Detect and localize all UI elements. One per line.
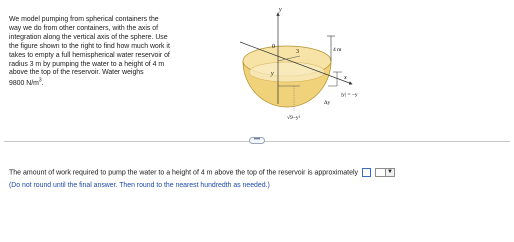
problem-line: integration along the vertical axis of the sphere. Use [9, 33, 168, 41]
label-y-var: y [271, 71, 274, 77]
dropdown-arrow-icon[interactable]: ▼ [385, 169, 394, 176]
problem-line: radius 3 m by pumping the water to a height of 4 m [9, 60, 165, 68]
question-prompt [9, 168, 395, 177]
label-origin: 0 [272, 44, 275, 50]
problem-line: We model pumping from spherical containers the [9, 16, 159, 23]
water-weight [9, 80, 44, 89]
hemisphere-diagram [238, 4, 368, 130]
hemisphere-figure [238, 4, 368, 130]
problem-statement [9, 16, 231, 89]
label-sqrt: √9−y² [287, 115, 301, 121]
problem-line: the figure shown to the right to find how much work it [9, 42, 170, 50]
label-x-axis: x [344, 75, 347, 81]
water-weight-exponent: 3 [38, 78, 42, 85]
unit-dropdown[interactable] [375, 168, 395, 177]
problem-line: way we do from other containers, with the axis of [9, 24, 158, 32]
label-y-axis: y [279, 7, 282, 13]
label-height: 4 m [333, 47, 342, 53]
problem-line: takes to empty a full hemispherical water reservoir of [9, 51, 170, 59]
question-text: The amount of work required to pump the water to a height of 4 m above the top of the reservoir is approximately [9, 169, 359, 177]
water-slice [249, 62, 325, 82]
label-radius: 3 [296, 49, 299, 55]
expand-more-button[interactable]: ••• [249, 137, 265, 144]
water-weight-value: 9800 N/m [9, 80, 39, 88]
rounding-instruction: (Do not round until the final answer. Then round to the nearest hundredth as needed.) [9, 182, 270, 189]
problem-line: above the top of the reservoir. Water weighs [9, 69, 144, 77]
water-weight-period: . [41, 80, 44, 88]
answer-input[interactable] [362, 168, 371, 177]
label-delta-y: Δy [324, 100, 331, 106]
label-abs-y: |y| = −y [341, 92, 358, 98]
